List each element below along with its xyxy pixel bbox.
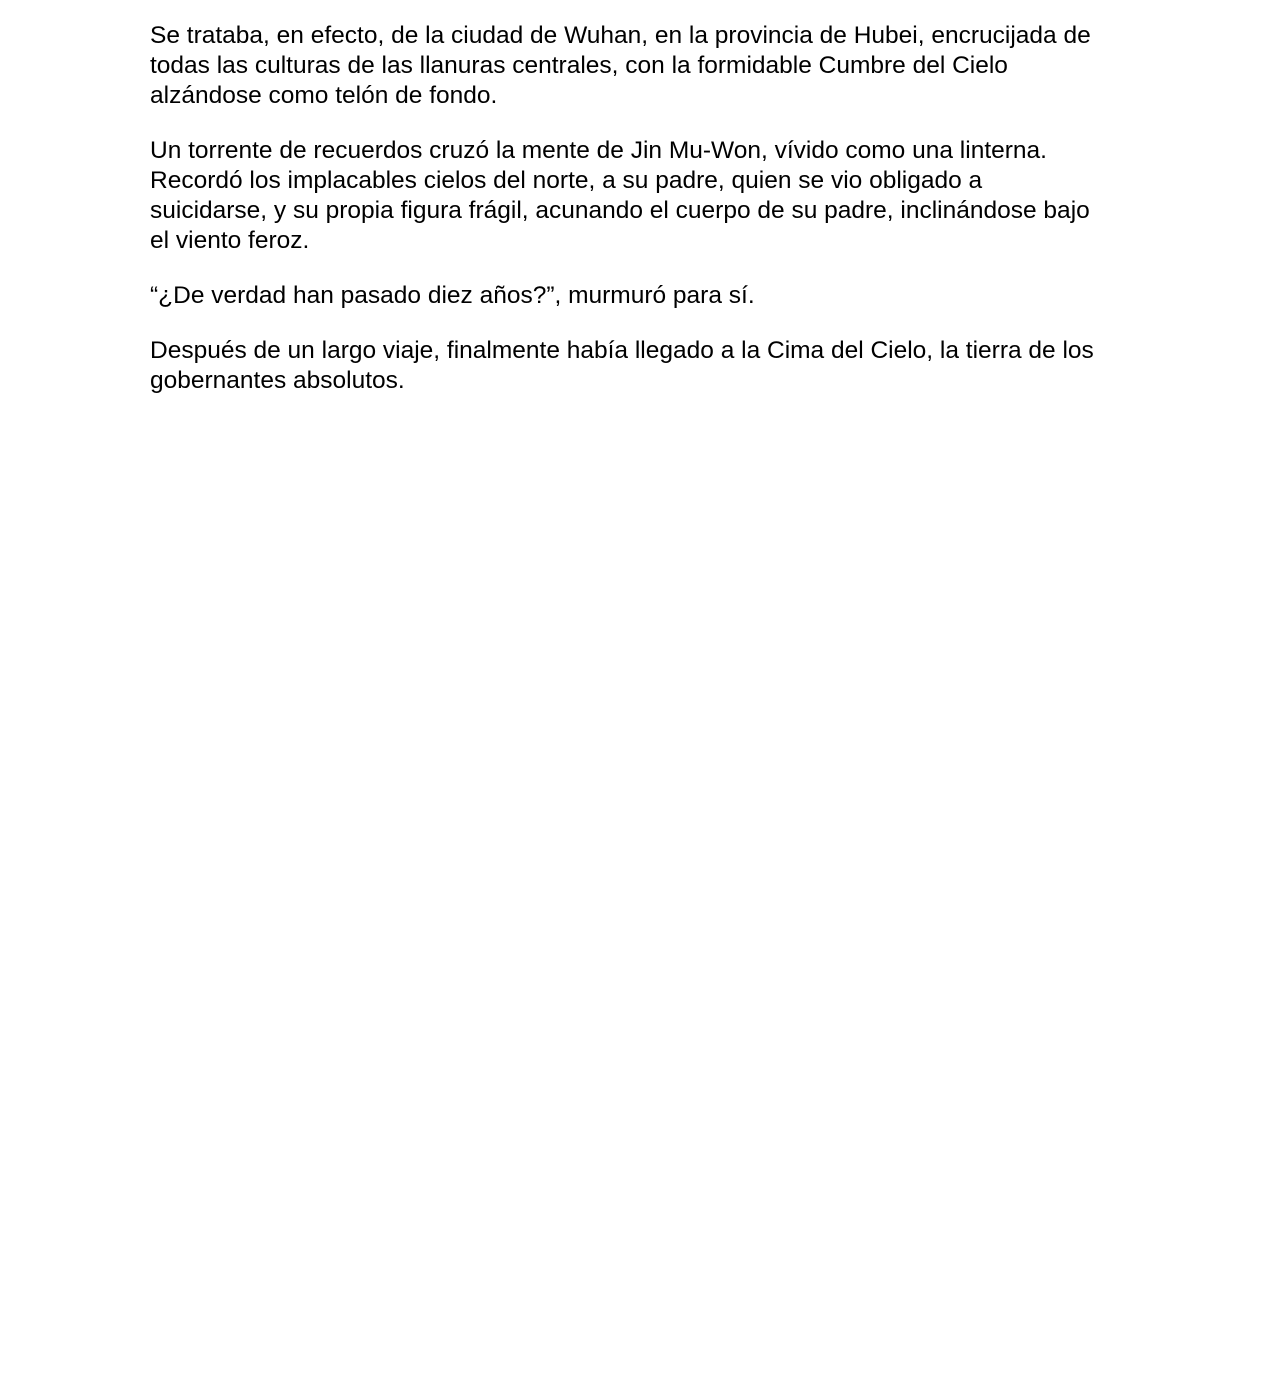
paragraph-2 bbox=[150, 136, 1125, 256]
text-line: “¿De verdad han pasado diez años?”, murmuró para sí. bbox=[150, 282, 755, 309]
paragraph-4 bbox=[150, 336, 1125, 396]
text-line: el viento feroz. bbox=[150, 227, 310, 254]
text-line: Un torrente de recuerdos cruzó la mente de Jin Mu-Won, vívido como una linterna. bbox=[150, 137, 1047, 164]
text-line: gobernantes absolutos. bbox=[150, 367, 405, 394]
text-line: todas las culturas de las llanuras centrales, con la formidable Cumbre del Cielo bbox=[150, 52, 1008, 79]
paragraph-1 bbox=[150, 21, 1125, 111]
text-line: Después de un largo viaje, finalmente había llegado a la Cima del Cielo, la tierra de los bbox=[150, 337, 1094, 364]
text-line: Recordó los implacables cielos del norte, a su padre, quien se vio obligado a bbox=[150, 167, 983, 194]
text-line: Se trataba, en efecto, de la ciudad de Wuhan, en la provincia de Hubei, encrucijada de bbox=[150, 22, 1091, 49]
text-line: alzándose como telón de fondo. bbox=[150, 82, 498, 109]
paragraph-3 bbox=[150, 281, 1125, 311]
document-body bbox=[150, 21, 1125, 421]
text-line: suicidarse, y su propia figura frágil, acunando el cuerpo de su padre, inclinándose bajo bbox=[150, 197, 1090, 224]
